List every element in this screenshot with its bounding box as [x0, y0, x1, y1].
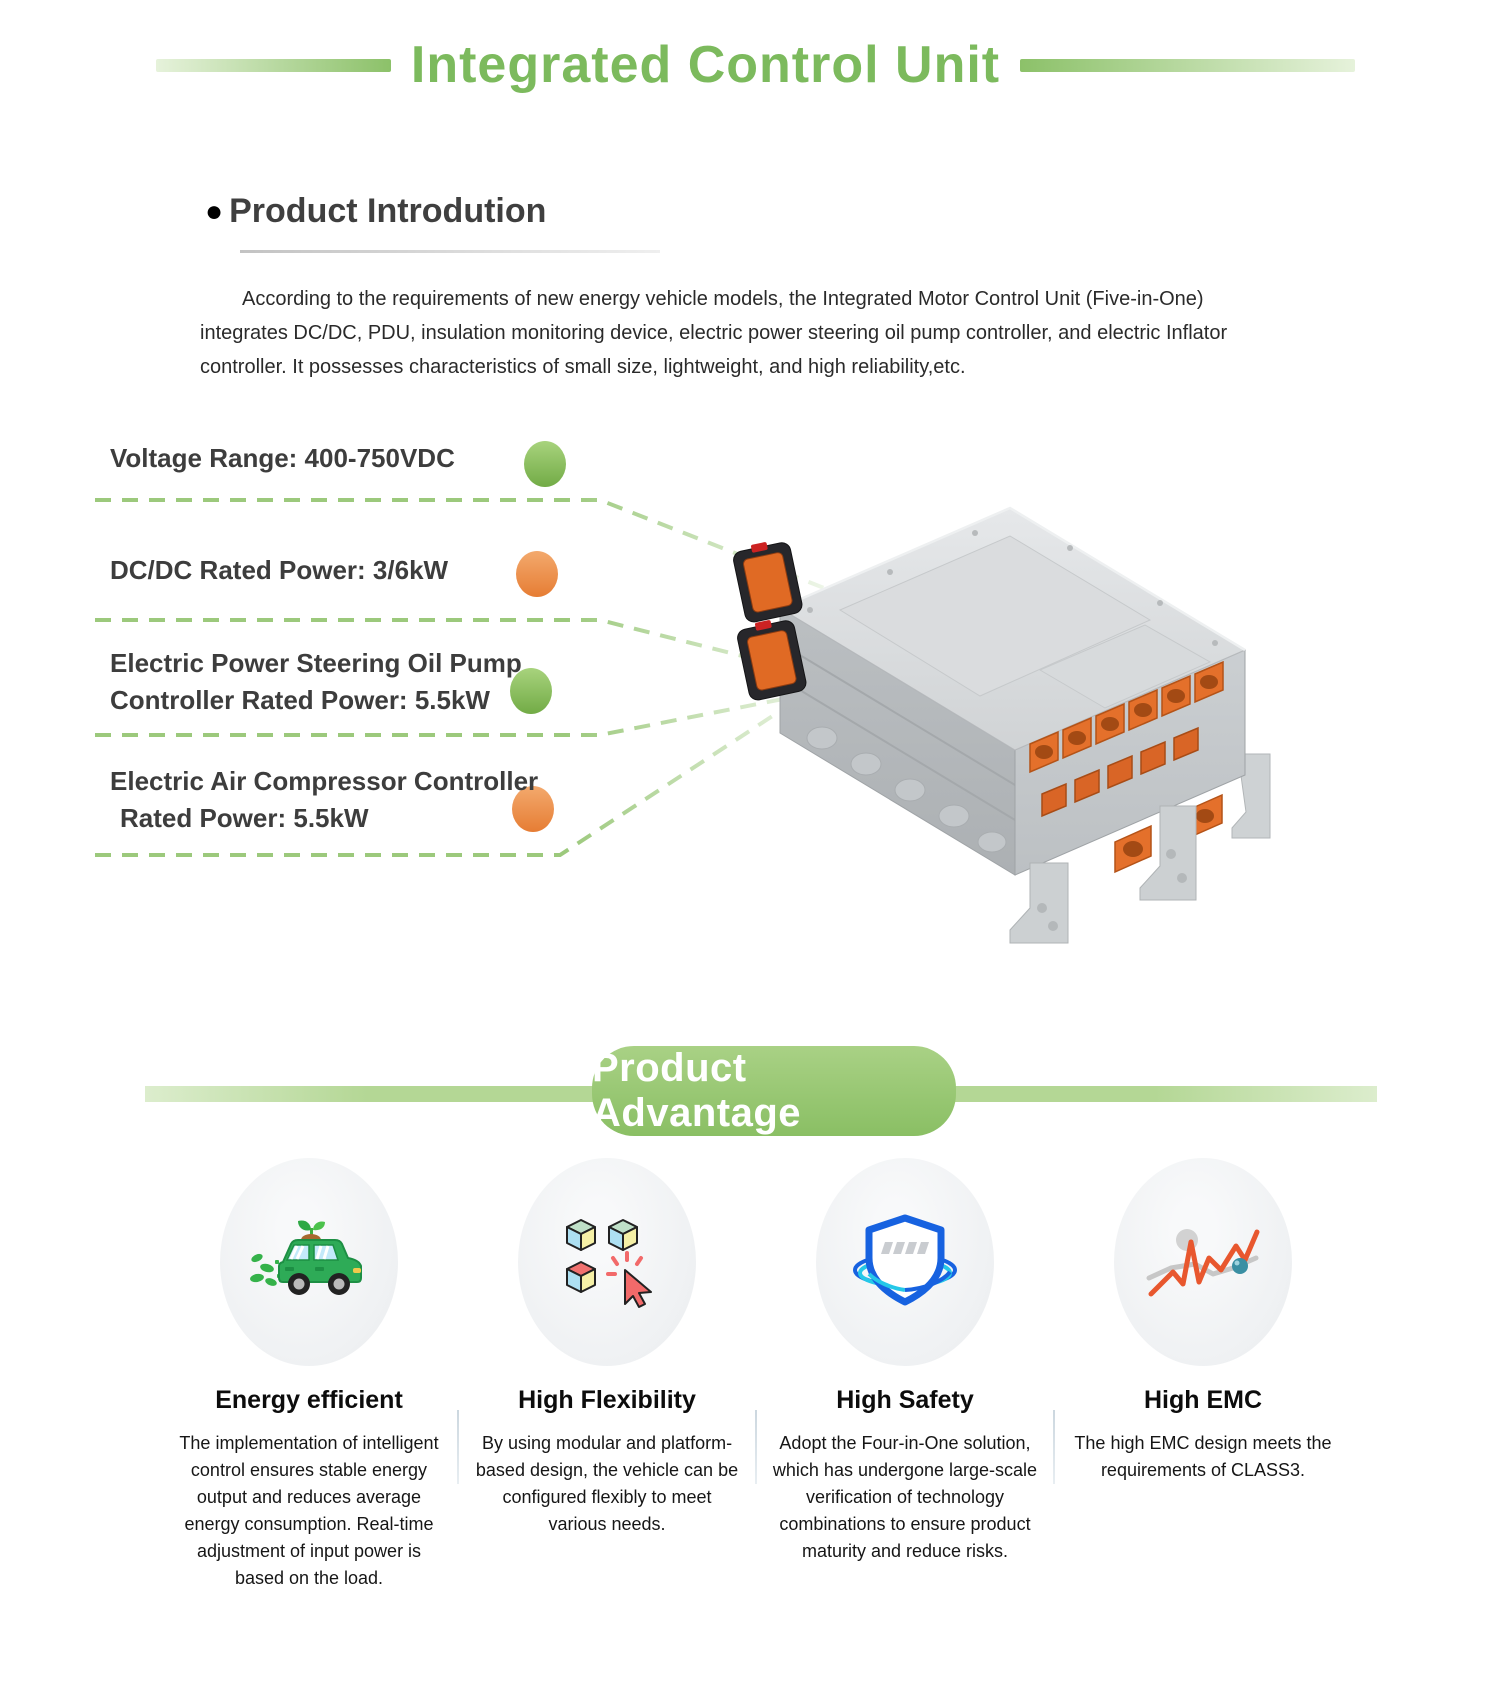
page-title: Integrated Control Unit	[410, 36, 1001, 94]
advantage-title: High EMC	[1143, 1386, 1263, 1414]
emc-line-chart-icon	[1143, 1212, 1263, 1312]
header-line-right	[1020, 59, 1355, 72]
advantage-title: High Safety	[836, 1386, 974, 1414]
integrated-control-unit-image	[690, 438, 1330, 958]
icon-bubble	[518, 1158, 696, 1366]
advantage-body: By using modular and platform-based design, the vehicle can be configured flexibly to meet various needs.	[475, 1433, 739, 1534]
advantage-title: Energy efficient	[215, 1386, 403, 1414]
spec-line: Electric Air Compressor Controller	[110, 766, 539, 796]
safety-shield-icon	[843, 1210, 967, 1314]
advantage-heading-pill	[592, 1046, 956, 1136]
orange-dot	[516, 551, 558, 597]
intro-underline	[240, 250, 660, 253]
intro-heading-label: Product Introdution	[229, 192, 547, 230]
intro-heading	[205, 192, 546, 231]
spec-line: Rated Power: 5.5kW	[120, 803, 369, 833]
advantage-heading: Product Advantage	[592, 1046, 801, 1135]
advantage-card-high-emc	[1054, 1158, 1352, 1592]
advantage-body: Adopt the Four-in-One solution, which has undergone large-scale verification of technology combinations to ensure product maturity and reduce risks.	[772, 1433, 1038, 1561]
icon-bubble	[220, 1158, 398, 1366]
spec-line: Electric Power Steering Oil Pump	[110, 648, 522, 678]
spec-line: Voltage Range: 400-750VDC	[110, 443, 455, 473]
modular-cubes-icon	[547, 1212, 667, 1312]
eco-car-icon	[247, 1210, 371, 1314]
icon-bubble	[1114, 1158, 1292, 1366]
advantage-title: High Flexibility	[518, 1386, 696, 1414]
spec-line: Controller Rated Power: 5.5kW	[110, 685, 490, 715]
spec-steering-pump	[110, 645, 522, 719]
advantage-card-high-flexibility	[458, 1158, 756, 1592]
header-line-left	[156, 59, 391, 72]
bullet-icon: ●	[205, 194, 224, 228]
spec-voltage-range	[110, 440, 455, 477]
advantage-card-energy-efficient	[160, 1158, 458, 1592]
spec-air-compressor	[110, 763, 538, 837]
advantage-card-high-safety	[756, 1158, 1054, 1592]
advantage-grid	[160, 1158, 1352, 1592]
advantage-body: The high EMC design meets the requirements of CLASS3.	[1074, 1433, 1332, 1480]
green-dot	[524, 441, 566, 487]
icon-bubble	[816, 1158, 994, 1366]
spec-line: DC/DC Rated Power: 3/6kW	[110, 555, 449, 585]
page-header	[0, 30, 1511, 100]
advantage-body: The implementation of intelligent control ensures stable energy output and reduces average energy consumption. Real-time adjustment of input power is based on the load.	[179, 1433, 439, 1588]
spec-dcdc-power	[110, 552, 448, 589]
intro-paragraph: According to the requirements of new energy vehicle models, the Integrated Motor Control Unit (Five-in-One) integrates DC/DC, PDU, insulation monitoring device, electric power steering oil pump controller, and electric Inflator controller. It possesses characteristics of small size, lightweight, and high reliability,etc.	[200, 288, 1228, 378]
